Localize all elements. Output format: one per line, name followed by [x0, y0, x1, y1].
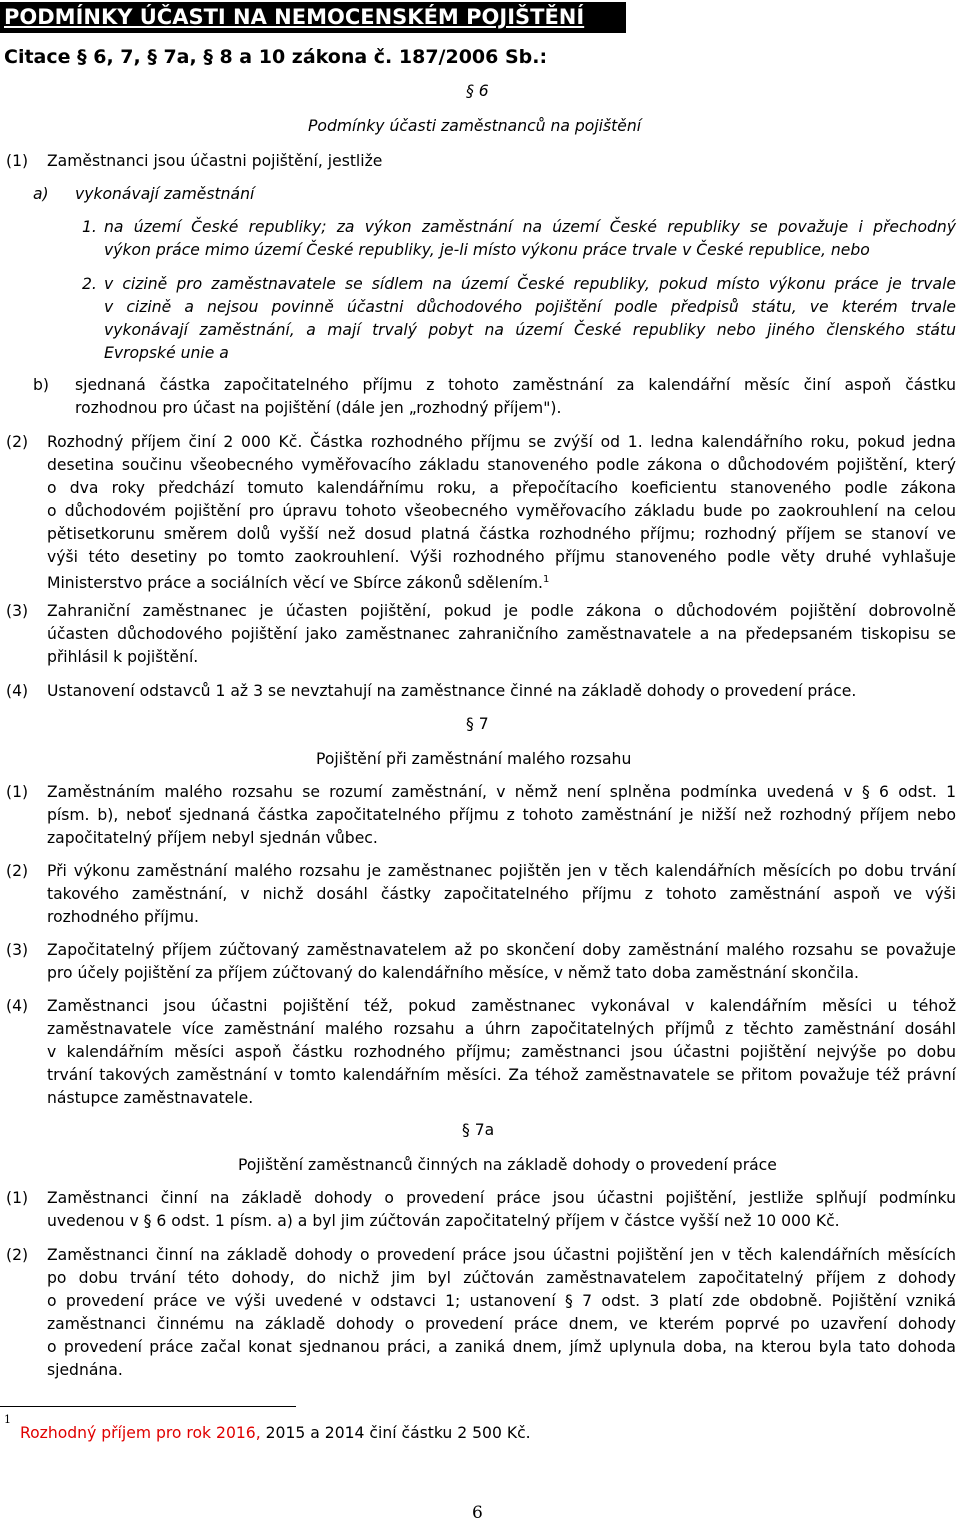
section-6-subtitle: Podmínky účasti zaměstnanců na pojištění [308, 117, 642, 135]
s7-p4-number: (4) [6, 997, 29, 1015]
s6-p3-line: účasten důchodového pojištění jako zaměstnanec zahraničního zaměstnavatele a na předepsaném tiskopisu se [47, 625, 956, 643]
s6-p2-number: (2) [6, 433, 29, 451]
page-number: 6 [472, 1503, 483, 1523]
s7-p3-line: Započitatelný příjem zúčtovaný zaměstnavatelem až po skončení doby zaměstnání malého rozsahu se považuje [47, 941, 956, 959]
s7-p3-number: (3) [6, 941, 29, 959]
s6-p1-item2-line: v cizině pro zaměstnavatele se sídlem na území České republiky, pokud místo výkonu práce je trvale [104, 275, 956, 293]
s6-p4-number: (4) [6, 682, 29, 700]
s6-p2-line: výši této desetiny po tomto zaokrouhlení. Výši rozhodného příjmu stanoveného podle věty druhé vyhlašuje [47, 548, 956, 566]
s6-p1-a-label: a) [33, 185, 49, 203]
s6-p2-last-line [47, 569, 549, 594]
section-7-subtitle: Pojištění při zaměstnání malého rozsahu [316, 750, 632, 768]
s6-p1-b-line: rozhodnou pro účast na pojištění (dále jen „rozhodný příjem"). [75, 399, 562, 417]
s6-p1-b-line: sjednaná částka započitatelného příjmu z tohoto zaměstnání za kalendářní měsíc činí aspoň částku [75, 376, 956, 394]
s6-p1-item2-line: v cizině a nejsou povinně účastni důchodového pojištění podle předpisů státu, ve kterém trvale [104, 298, 956, 316]
s7-p4-line: trvání takových zaměstnání v tomto kalendářním měsíci. Za téhož zaměstnavatele se přitom považuje též právní [47, 1066, 956, 1084]
s6-p3-number: (3) [6, 602, 29, 620]
s6-p1-item2-line: vykonávají zaměstnání, a mají trvalý pobyt na území České republiky nebo jiného členského státu [104, 321, 956, 339]
section-7a-heading: § 7a [462, 1121, 495, 1139]
s7a-p1-line: uvedenou v § 6 odst. 1 písm. a) a byl jim zúčtován započitatelný příjem v částce vyšší než 10 000 Kč. [47, 1212, 840, 1230]
s7a-p1-number: (1) [6, 1189, 29, 1207]
s7-p4-line: v kalendářním měsíci aspoň částku rozhodného příjmu; zaměstnanci jsou účastni pojištění nejvýše po dobu [47, 1043, 956, 1061]
footnote-mark: 1 [4, 1413, 11, 1426]
document-title: PODMÍNKY ÚČASTI NA NEMOCENSKÉM POJIŠTĚNÍ [0, 2, 626, 33]
s6-p2-line: o důchodovém pojištění pro úpravu tohoto všeobecného vyměřovacího základu bude po zaokrouhlení na celou [47, 502, 956, 520]
s7-p1-line: započitatelný příjem nebyl sjednán vůbec. [47, 829, 378, 847]
footnote-reference[interactable]: 1 [542, 574, 550, 585]
s6-p2-line: pětisetkorunu směrem dolů vyšší než dosud platná částka rozhodného příjmu; rozhodný příjem se stanoví ve [47, 525, 956, 543]
s7a-p2-line: Zaměstnanci činní na základě dohody o provedení práce jsou účastni pojištění jen v těch kalendářních měsících [47, 1246, 956, 1264]
s7-p2-line: Při výkonu zaměstnání malého rozsahu je zaměstnanec pojištěn jen v těch kalendářních měsících po dobu trvání [47, 862, 956, 880]
footnote-text [20, 1422, 531, 1444]
footnote-text-rest: 2015 a 2014 činí částku 2 500 Kč. [260, 1424, 531, 1442]
s6-p1-text: Zaměstnanci jsou účastni pojištění, jestliže [47, 152, 383, 170]
s6-p1-number: (1) [6, 152, 29, 170]
s6-p1-item1-line: na území České republiky; za výkon zaměstnání na území České republiky se považuje i přechodný [104, 218, 956, 236]
s6-p4-line: Ustanovení odstavců 1 až 3 se nevztahují na zaměstnance činné na základě dohody o provedení práce. [47, 682, 857, 700]
section-7-heading: § 7 [466, 715, 489, 733]
s7-p1-number: (1) [6, 783, 29, 801]
s7-p2-line: rozhodného příjmu. [47, 908, 199, 926]
s6-p2-line: desetina součinu všeobecného vyměřovacího základu stanoveného podle zákona o důchodovém pojištění, který [47, 456, 956, 474]
s7-p2-number: (2) [6, 862, 29, 880]
s7-p1-line: Zaměstnáním malého rozsahu se rozumí zaměstnání, v němž není splněna podmínka uvedená v § 6 odst. 1 [47, 783, 956, 801]
footnote-text-highlight: Rozhodný příjem pro rok 2016, [20, 1424, 261, 1442]
s6-p3-line: přihlásil k pojištění. [47, 648, 199, 666]
s6-p1-a-text: vykonávají zaměstnání [75, 185, 255, 203]
s7a-p2-number: (2) [6, 1246, 29, 1264]
s6-p3-line: Zahraniční zaměstnanec je účasten pojištění, pokud je podle zákona o důchodovém pojištění dobrovolně [47, 602, 956, 620]
s7-p4-line: zaměstnavatele více zaměstnání malého rozsahu a úhrn započitatelných příjmů z těchto zaměstnání dosáhl [47, 1020, 956, 1038]
s6-p1-item1-line: výkon práce mimo území České republiky, je-li místo výkonu práce trvale v České republice, nebo [104, 241, 870, 259]
s7a-p2-line: o provedení práce ve výši uvedené v odstavci 1; ustanovení § 7 odst. 3 platí zde obdobně. Pojištění vzniká [47, 1292, 956, 1310]
s7-p1-line: písm. b), neboť sjednaná částka započitatelného příjmu z tohoto zaměstnání je nižší než rozhodný příjem nebo [47, 806, 956, 824]
s7a-p2-line: zaměstnanci činnému na základě dohody o provedení práce dnem, ve kterém poprvé po uzavření dohody [47, 1315, 956, 1333]
s6-p1-item2-number: 2. [82, 275, 97, 293]
s7a-p2-line: po dobu trvání této dohody, do nichž jim byl zúčtován zaměstnavatelem započitatelný příjem z dohody [47, 1269, 956, 1287]
section-6-heading: § 6 [466, 82, 489, 100]
s6-p2-line: Rozhodný příjem činí 2 000 Kč. Částka rozhodného příjmu se zvýší od 1. ledna kalendářního roku, pokud jedna [47, 433, 956, 451]
citation-line: Citace § 6, 7, § 7a, § 8 a 10 zákona č. 187/2006 Sb.: [4, 46, 548, 68]
s6-p1-item2-line: Evropské unie a [104, 344, 229, 362]
s7-p4-line: Zaměstnanci jsou účastni pojištění též, pokud zaměstnanec vykonával v kalendářním měsíci u téhož [47, 997, 956, 1015]
s6-p1-b-label: b) [33, 376, 49, 394]
s6-p2-line: o dva roky předchází tomuto kalendářnímu roku, a přepočítacího koeficientu stanoveného podle zákona [47, 479, 956, 497]
s7a-p1-line: Zaměstnanci činní na základě dohody o provedení práce jsou účastni pojištění, jestliže splňují podmínku [47, 1189, 956, 1207]
s6-p1-item1-number: 1. [82, 218, 97, 236]
footnote-divider [0, 1406, 296, 1407]
s7-p2-line: takového zaměstnání, v nichž dosáhl částky započitatelného příjmu z tohoto zaměstnání aspoň ve výši [47, 885, 956, 903]
section-7a-subtitle: Pojištění zaměstnanců činných na základě dohody o provedení práce [238, 1156, 777, 1174]
s7-p4-line: nástupce zaměstnavatele. [47, 1089, 254, 1107]
s7-p3-line: pro účely pojištění za příjem zúčtovaný do kalendářního měsíce, v němž tato doba zaměstnání skončila. [47, 964, 860, 982]
s6-p2-line: Ministerstvo práce a sociálních věcí ve Sbírce zákonů sdělením. [47, 574, 543, 593]
s7a-p2-line: o provedení práce začal konat sjednanou práci, a zaniká dnem, jímž uplynula doba, na kterou byla tato dohoda [47, 1338, 956, 1356]
s7a-p2-line: sjednána. [47, 1361, 123, 1379]
